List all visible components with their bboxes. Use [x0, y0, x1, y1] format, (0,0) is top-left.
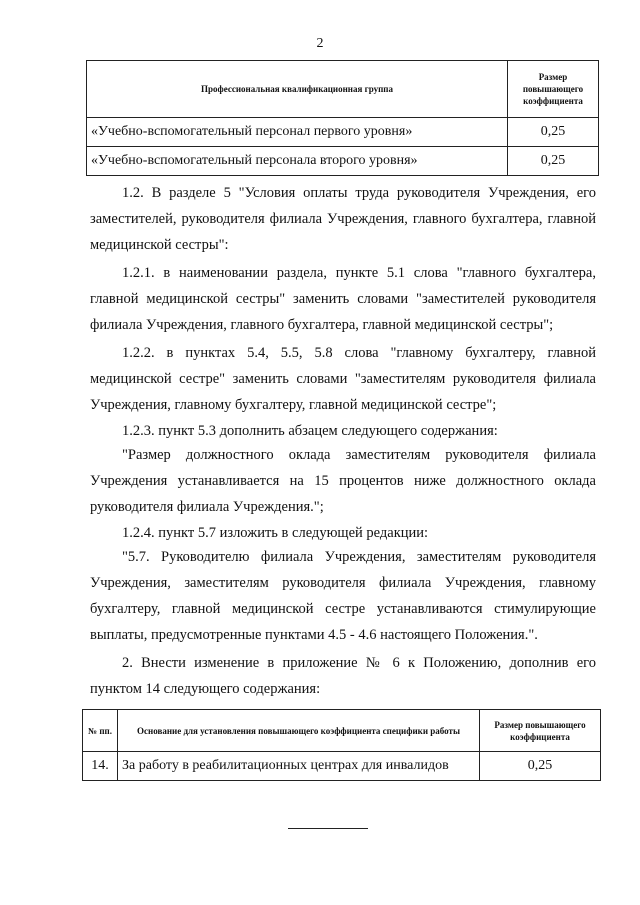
- table-header-row: [87, 61, 599, 118]
- page-number: 2: [316, 36, 324, 51]
- basis-cell: За работу в реабилитационных центрах для инвалидов: [118, 752, 480, 781]
- end-divider: [288, 828, 368, 829]
- paragraph-1-2-2: 1.2.2. в пунктах 5.4, 5.5, 5.8 слова "главному бухгалтеру, главной медицинской сестре" заменить словами "заместителям руководителя филиала Учреждения, главному бухгалтеру, главной медицинской сестре";: [90, 345, 596, 413]
- value-cell: 0,25: [480, 752, 601, 781]
- table-row: [87, 147, 599, 176]
- paragraph-quote-2: "5.7. Руководителю филиала Учреждения, заместителям руководителя Учреждения, заместителям руководителя филиала Учреждения, главному бухгалтеру, главной медицинской сестре устанавливаются стимулирующие выплаты, предусмотренные пунктами 4.5 - 4.6 настоящего Положения.".: [90, 549, 596, 643]
- table-row: [87, 118, 599, 147]
- header-num: № пп.: [83, 710, 118, 752]
- value-cell: 0,25: [508, 147, 599, 176]
- group-cell: «Учебно-вспомогательный персонал первого уровня»: [87, 118, 508, 147]
- paragraph-1-2-3: 1.2.3. пункт 5.3 дополнить абзацем следующего содержания:: [122, 423, 498, 439]
- group-cell: «Учебно-вспомогательный персонала второго уровня»: [87, 147, 508, 176]
- num-cell: 14.: [83, 752, 118, 781]
- paragraph-2: 2. Внести изменение в приложение № 6 к Положению, дополнив его пунктом 14 следующего содержания:: [90, 655, 596, 697]
- header-size: Размер повышающего коэффициента: [480, 710, 601, 752]
- header-group: Профессиональная квалификационная группа: [87, 61, 508, 118]
- paragraph-1-2-4: 1.2.4. пункт 5.7 изложить в следующей редакции:: [122, 525, 429, 541]
- paragraph-quote-1: "Размер должностного оклада заместителям руководителя филиала Учреждения устанавливается на 15 процентов ниже должностного оклада руководителя филиала Учреждения.";: [90, 447, 596, 515]
- header-basis: Основание для установления повышающего коэффициента специфики работы: [118, 710, 480, 752]
- coefficient-table: [82, 709, 601, 781]
- qualification-group-table: [86, 60, 599, 176]
- paragraph-1-2-1: 1.2.1. в наименовании раздела, пункте 5.1 слова "главного бухгалтера, главной медицинской сестры" заменить словами "заместителей руководителя филиала Учреждения, главного бухгалтера, главной медицинской сестры";: [90, 265, 596, 333]
- header-size: Размер повышающего коэффициента: [508, 61, 599, 118]
- value-cell: 0,25: [508, 118, 599, 147]
- paragraph-1-2: 1.2. В разделе 5 "Условия оплаты труда руководителя Учреждения, его заместителей, руководителя филиала Учреждения, главного бухгалтера, главной медицинской сестры":: [90, 185, 596, 253]
- table-row: [83, 752, 601, 781]
- table-header-row: [83, 710, 601, 752]
